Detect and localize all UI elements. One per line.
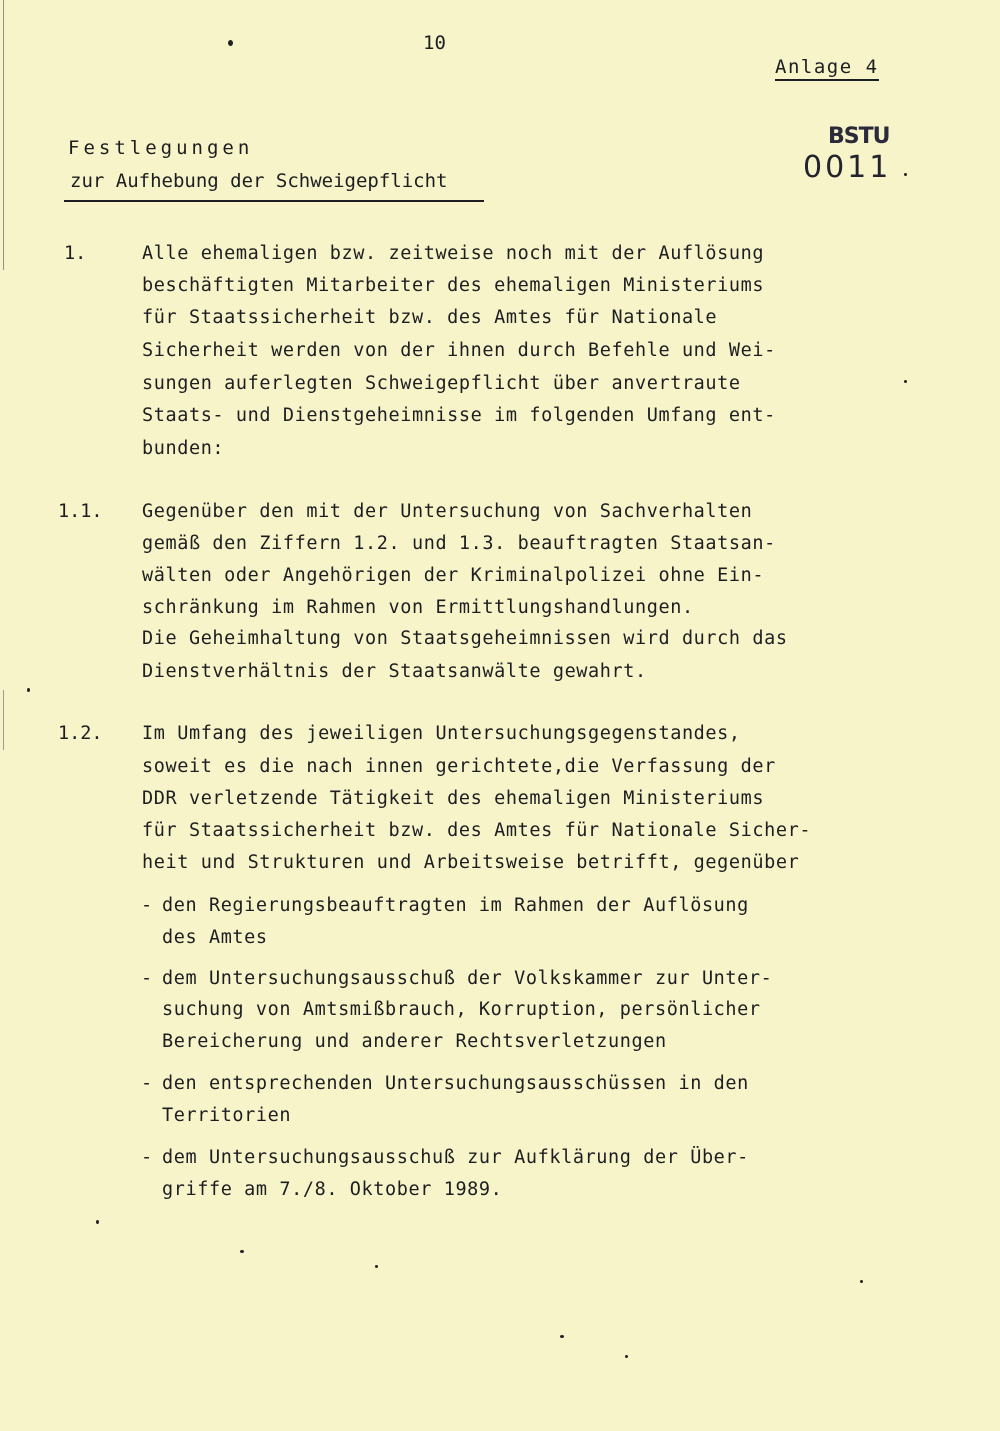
text-line: soweit es die nach innen gerichtete,die Verfassung der bbox=[142, 756, 776, 777]
page-edge-line bbox=[3, 690, 4, 750]
archive-stamp-label: BSTU bbox=[828, 124, 890, 149]
scan-speck bbox=[96, 1220, 99, 1224]
text-line: Alle ehemaligen bzw. zeitweise noch mit der Auflösung bbox=[142, 243, 765, 264]
bullet-dash: - bbox=[141, 1147, 153, 1168]
bullet-text-line: des Amtes bbox=[162, 927, 268, 948]
scan-speck bbox=[904, 173, 907, 176]
section-number: 1.2. bbox=[58, 723, 103, 744]
text-line: bunden: bbox=[142, 438, 225, 459]
archive-stamp-number: 0011 bbox=[803, 150, 892, 185]
document-title: Festlegungen bbox=[68, 137, 254, 159]
scan-speck bbox=[625, 1355, 628, 1358]
document-subtitle: zur Aufhebung der Schweigepflicht bbox=[70, 170, 448, 192]
scan-speck bbox=[375, 1265, 378, 1268]
text-line: DDR verletzende Tätigkeit des ehemaligen Ministeriums bbox=[142, 788, 765, 809]
text-line: Sicherheit werden von der ihnen durch Befehle und Wei- bbox=[142, 340, 776, 361]
text-line: Staats- und Dienstgeheimnisse im folgenden Umfang ent- bbox=[142, 405, 776, 426]
scan-speck bbox=[860, 1280, 863, 1283]
annex-label: Anlage 4 bbox=[775, 56, 879, 81]
page-number: 10 bbox=[423, 32, 446, 54]
title-underline bbox=[64, 200, 484, 202]
scan-speck bbox=[240, 1250, 244, 1253]
scan-speck bbox=[904, 380, 907, 383]
text-line: Gegenüber den mit der Untersuchung von Sachverhalten bbox=[142, 501, 753, 522]
bullet-text-line: Bereicherung und anderer Rechtsverletzungen bbox=[162, 1031, 667, 1052]
bullet-text-line: dem Untersuchungsausschuß der Volkskammer zur Unter- bbox=[162, 968, 773, 989]
bullet-text-line: suchung von Amtsmißbrauch, Korruption, persönlicher bbox=[162, 999, 761, 1020]
bullet-text-line: den Regierungsbeauftragten im Rahmen der Auflösung bbox=[162, 895, 749, 916]
text-line: beschäftigten Mitarbeiter des ehemaligen Ministeriums bbox=[142, 275, 765, 296]
scan-speck bbox=[27, 688, 30, 692]
page-edge-line bbox=[3, 0, 4, 270]
text-line: Im Umfang des jeweiligen Untersuchungsgegenstandes, bbox=[142, 723, 741, 744]
bullet-text-line: den entsprechenden Untersuchungsausschüssen in den bbox=[162, 1073, 749, 1094]
text-line: Die Geheimhaltung von Staatsgeheimnissen wird durch das bbox=[142, 628, 788, 649]
text-line: Dienstverhältnis der Staatsanwälte gewahrt. bbox=[142, 661, 647, 682]
scan-speck bbox=[228, 40, 233, 46]
text-line: heit und Strukturen und Arbeitsweise betrifft, gegenüber bbox=[142, 852, 800, 873]
text-line: für Staatssicherheit bzw. des Amtes für Nationale bbox=[142, 307, 718, 328]
section-number: 1. bbox=[64, 243, 87, 264]
bullet-dash: - bbox=[141, 895, 153, 916]
bullet-text-line: griffe am 7./8. Oktober 1989. bbox=[162, 1179, 503, 1200]
text-line: für Staatssicherheit bzw. des Amtes für Nationale Sicher- bbox=[142, 820, 812, 841]
section-number: 1.1. bbox=[58, 501, 103, 522]
bullet-dash: - bbox=[141, 968, 153, 989]
scan-speck bbox=[560, 1335, 564, 1338]
bullet-text-line: Territorien bbox=[162, 1105, 292, 1126]
text-line: wälten oder Angehörigen der Kriminalpolizei ohne Ein- bbox=[142, 565, 765, 586]
bullet-text-line: dem Untersuchungsausschuß zur Aufklärung der Über- bbox=[162, 1147, 749, 1168]
text-line: sungen auferlegten Schweigepflicht über anvertraute bbox=[142, 373, 741, 394]
text-line: schränkung im Rahmen von Ermittlungshandlungen. bbox=[142, 597, 694, 618]
text-line: gemäß den Ziffern 1.2. und 1.3. beauftragten Staatsan- bbox=[142, 533, 776, 554]
bullet-dash: - bbox=[141, 1073, 153, 1094]
